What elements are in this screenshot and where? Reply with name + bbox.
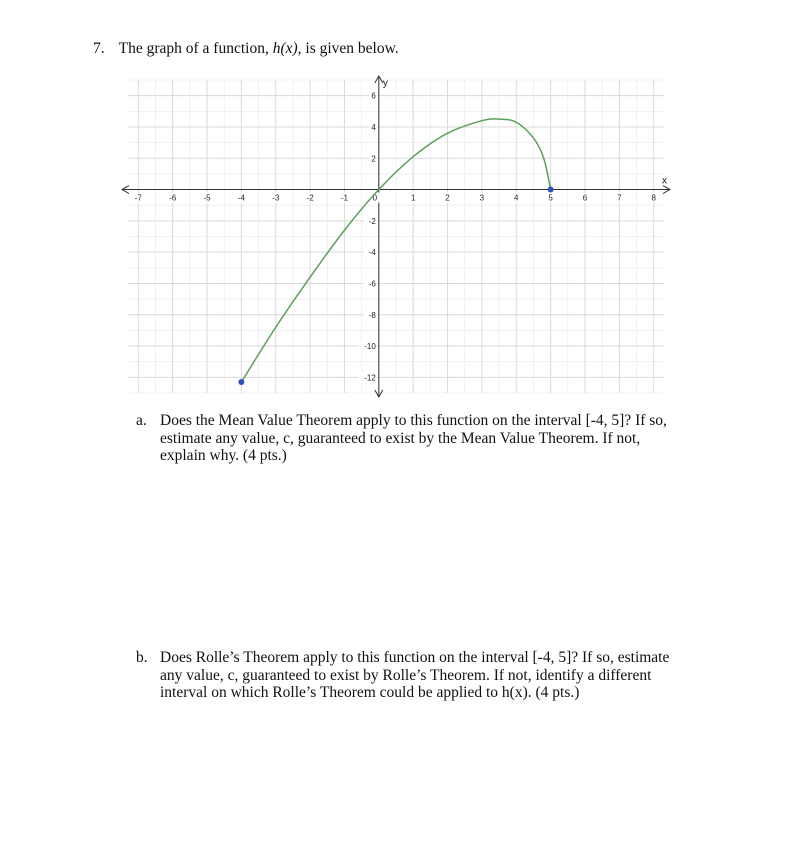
tick-labels [132, 78, 667, 382]
y-tick-label: 4 [371, 122, 376, 132]
x-tick-label: 8 [651, 193, 656, 203]
part-a [136, 412, 700, 465]
question-text-after: , is given below. [297, 40, 399, 57]
x-tick-label: 4 [514, 193, 519, 203]
part-a-line: Does the Mean Value Theorem apply to this function on the interval [-4, 5]? If so, [160, 412, 667, 429]
x-tick-label: 2 [445, 193, 450, 203]
y-tick-label: -2 [368, 216, 376, 226]
y-tick-label: -10 [364, 342, 376, 352]
x-tick-label: 7 [617, 193, 622, 203]
part-b-line: Does Rolle’s Theorem apply to this function on the interval [-4, 5]? If so, estimate [160, 649, 670, 666]
function-name: h(x) [272, 40, 298, 57]
part-a-line: explain why. (4 pts.) [160, 447, 287, 464]
y-tick-label: -4 [368, 248, 376, 258]
y-tick-label: -12 [364, 373, 376, 383]
x-tick-label: 1 [410, 193, 416, 203]
endpoint-dot [238, 379, 244, 385]
x-tick-label: -4 [237, 193, 245, 203]
part-b-letter: b. [136, 649, 148, 666]
question-text-before: The graph of a function, [118, 40, 269, 57]
x-tick-label: -3 [272, 193, 280, 203]
grid [128, 80, 664, 393]
y-axis-label: y [382, 78, 388, 89]
part-a-line: estimate any value, c, guaranteed to exist by the Mean Value Theorem. If not, [160, 429, 641, 447]
x-axis-label: x [662, 175, 667, 187]
endpoint-dot [548, 187, 554, 193]
x-tick-label: -6 [169, 193, 177, 203]
part-a-text [160, 412, 700, 465]
x-tick-label: 5 [548, 193, 553, 203]
x-tick-label: 3 [479, 193, 485, 203]
y-tick-label: -8 [368, 310, 376, 320]
x-tick-label: -1 [340, 193, 349, 203]
question-number: 7. [93, 40, 105, 57]
y-tick-label: -6 [368, 279, 376, 289]
part-b-line: any value, c, guaranteed to exist by Rolle’s Theorem. If not, identify a different [160, 666, 652, 684]
part-a-letter: a. [136, 412, 147, 429]
y-tick-label: 2 [371, 154, 376, 164]
part-b [136, 649, 700, 702]
x-tick-label: 6 [582, 193, 588, 203]
x-tick-label: -2 [306, 193, 314, 203]
part-b-line: interval on which Rolle’s Theorem could be applied to h(x). (4 pts.) [160, 684, 580, 701]
part-b-text [160, 649, 700, 702]
x-tick-label: 0 [372, 193, 378, 203]
y-tick-label: 6 [371, 91, 376, 101]
x-tick-label: -7 [134, 193, 142, 203]
x-tick-label: -5 [203, 193, 211, 203]
